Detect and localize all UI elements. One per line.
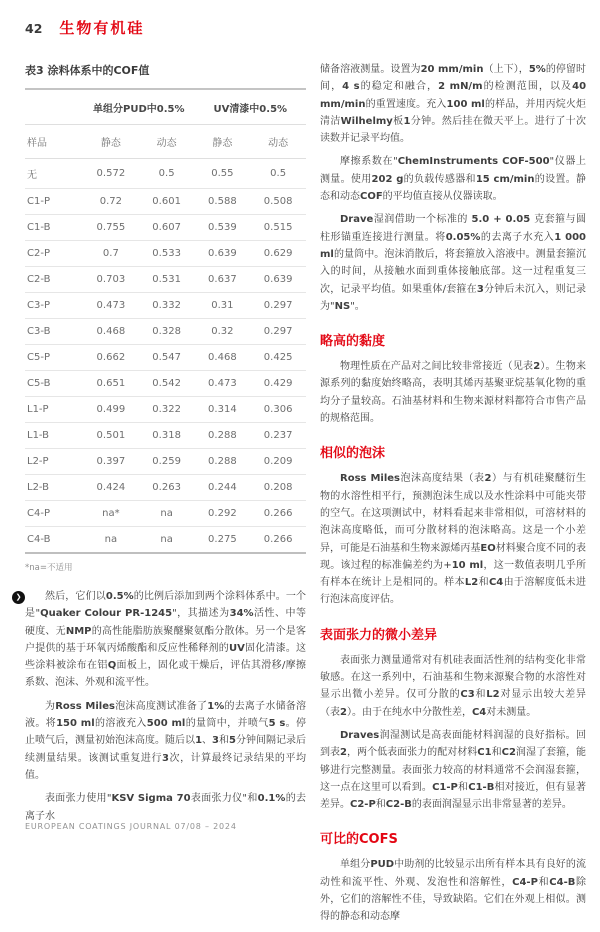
table-row [25,397,306,423]
paragraph: 单组分PUD中助剂的比较显示出所有样本具有良好的流动性和流平性、外观、发泡性和溶解性，C4-P和C4-B除外，它们的溶解性不佳，导致缺陷。它们在外观上相似。测得的静态和动态摩 [320,859,587,923]
value-cell: 0.55 [195,159,251,189]
table-row [25,475,306,501]
value-cell: 0.508 [250,189,306,215]
table-row [25,501,306,527]
value-cell: 0.429 [250,371,306,397]
table-row [25,527,306,554]
table-footnote: *na=不适用 [25,563,73,573]
value-cell: 0.237 [250,423,306,449]
paragraph: 储备溶液测量。设置为20 mm/min（上下），5%的停留时间，4 s的稳定和融合，2 mN/m的检测范围，以及40 mm/min的重置速度。充入100 ml的样品，并用丙烷火炬清洁Wilhelmy板1分钟。然后挂在微天平上。进行了十次读数并记录平均值。 [320,64,587,145]
paragraph: 摩擦系数在"ChemInstruments COF-500"仪器上测量。使用202 g的负载传感器和15 cm/min的设置。静态和动态COF的平均值直接从仪器读取。 [320,156,587,203]
value-cell: 0.651 [83,371,139,397]
value-cell: 0.244 [195,475,251,501]
section-heading: 表面张力的微小差异 [320,627,438,643]
value-cell: 0.539 [195,215,251,241]
value-cell: 0.637 [195,267,251,293]
paragraph: 为Ross Miles泡沫高度测试准备了1%的去离子水储备溶液。将150 ml的溶液充入500 ml的量筒中，并喷气5 s。停止喷气后，测量初始泡沫高度。随后以1、3和5分钟间隔记录后续测量结果。该测试重复进行3次，计算最终记录结果的平均值。 [25,700,307,781]
sample-cell: L2-P [25,449,83,475]
right-column [320,58,586,932]
sample-cell: C1-B [25,215,83,241]
value-cell: 0.263 [139,475,195,501]
table-row [25,267,306,293]
paragraph: 表面张力测量通常对有机硅表面活性剂的结构变化非常敏感。在这一系列中，石油基和生物来源聚合物的水溶性对显示出微小差异。仅可分散的C3和L2对显示出较大差异（表2）。由于在纯水中分散性差，C4对未测量。 [320,654,587,718]
column-header: 静态 [83,125,139,159]
value-cell: 0.288 [195,423,251,449]
value-cell: 0.397 [83,449,139,475]
value-cell: 0.639 [250,267,306,293]
table-row [25,449,306,475]
table-row [25,241,306,267]
table-row [25,345,306,371]
value-cell: 0.531 [139,267,195,293]
paragraph: 然后，它们以0.5%的比例后添加到两个涂料体系中。一个是"Quaker Colour PR-1245"，其描述为34%活性、中等硬度、无NMP的高性能脂肪族聚醚聚氨酯分散体。另一个是客户提供的基于环氧丙烯酸酯和反应性稀释剂的UV固化清漆。这些涂料被涂布在铝Q面板上，固化或干燥后，评估其滑移/摩擦系数、泡沫、外观和流平性。 [25,591,307,689]
value-cell: 0.314 [195,397,251,423]
column-header: 动态 [250,125,306,159]
value-cell: 0.275 [208,534,237,545]
table-row [25,319,306,345]
value-cell: 0.72 [83,189,139,215]
sample-cell: 无 [25,159,83,189]
cof-table [25,88,306,554]
paragraph: Ross Miles泡沫高度结果（表2）与有机硅聚醚衍生物的水溶性相平行，预测泡沫生成以及水性涂料中可能夹带的空气。在这项测试中，材料看起来非常相似，可溶材料的泡沫高度略低，而可分散材料的泡沫略高。这是一个小差异，可能是石油基和生物来源烯丙基EO材料聚合度不同的表现。该过程的标准偏差约为+10 ml，这一数值表明几乎所有样本在统计上是相同的。样本L2和C4由于溶解度低未进行泡沫高度评估。 [320,473,587,606]
sample-cell: L1-B [25,423,83,449]
value-cell: 0.542 [139,371,195,397]
column-header: 静态 [195,125,251,159]
value-cell: 0.572 [83,159,139,189]
value-cell: 0.468 [83,319,139,345]
group-header-uv: UV清漆中0.5% [195,89,307,125]
section-heading: 略高的黏度 [320,334,386,350]
sample-cell: L2-B [25,475,83,501]
value-cell: 0.318 [139,423,195,449]
sample-cell: C5-P [25,345,83,371]
page-header [25,17,144,38]
value-cell: 0.703 [83,267,139,293]
article-columns [15,58,587,932]
sample-cell: L1-P [25,397,83,423]
value-cell: na [160,534,173,545]
table-column-header-row [25,125,306,159]
value-cell: 0.7 [83,241,139,267]
table-row [25,423,306,449]
value-cell: 0.473 [195,371,251,397]
value-cell: 0.533 [139,241,195,267]
table-row [25,293,306,319]
group-header-pud: 单组分PUD中0.5% [83,89,195,125]
value-cell: 0.306 [250,397,306,423]
value-cell: 0.755 [83,215,139,241]
value-cell: na [139,501,195,527]
value-cell: na [104,534,118,545]
sample-cell: C4-P [25,501,83,527]
value-cell: 0.266 [263,534,293,545]
value-cell: 0.209 [250,449,306,475]
value-cell: 0.515 [250,215,306,241]
journal-footer: EUROPEAN COATINGS JOURNAL 07/08 – 2024 [25,822,237,831]
table-row [25,371,306,397]
table-row [25,159,306,189]
value-cell: 0.292 [195,501,251,527]
paragraph: 表面张力使用"KSV Sigma 70表面张力仪"和0.1%的去离子水 [25,793,307,822]
value-cell: 0.332 [139,293,195,319]
section-title: 生物有机硅 [59,19,145,37]
sample-cell: C5-B [25,371,83,397]
value-cell: 0.501 [83,423,139,449]
section-heading: 相似的泡沫 [320,446,386,462]
table-row [25,215,306,241]
value-cell: 0.31 [195,293,251,319]
value-cell: 0.629 [250,241,306,267]
value-cell: 0.32 [195,319,251,345]
value-cell: 0.639 [195,241,251,267]
value-cell: 0.259 [139,449,195,475]
paragraph: Drave湿润借助一个标准的 5.0 + 0.05 克套箍与圆柱形锚重连接进行测量。将0.05%的去离子水充入1 000 ml的量筒中。泡沫消散后，将套箍放入溶液中。测量套箍沉入的时间，从接触水面到重体接触底部。这一过程重复三次，记录平均值。如果重体/套箍在3分钟后未沉入，则记录为"NS"。 [320,214,587,312]
value-cell: 0.208 [250,475,306,501]
value-cell: 0.473 [83,293,139,319]
value-cell: 0.328 [139,319,195,345]
column-header: 动态 [139,125,195,159]
value-cell: 0.266 [250,501,306,527]
value-cell: 0.297 [250,293,306,319]
continuation-arrow-icon: ❯ [12,591,25,604]
value-cell: 0.499 [83,397,139,423]
value-cell: 0.424 [83,475,139,501]
page-number: 42 [25,21,43,36]
column-header-sample: 样品 [25,125,83,159]
value-cell: 0.588 [195,189,251,215]
sample-cell: C4-B [27,534,51,545]
value-cell: 0.547 [139,345,195,371]
sample-cell: C3-P [25,293,83,319]
value-cell: na* [83,501,139,527]
value-cell: 0.662 [83,345,139,371]
value-cell: 0.297 [250,319,306,345]
paragraph: Draves润湿测试是高表面能材料润湿的良好指标。回到表2，两个低表面张力的配对材料C1和C2润湿了套箍，能够进行完整测量。表面张力较高的材料通常不会润湿套箍，这一点在这里可以看到。C1-P和C1-B相对接近，但有显著差异。C2-P和C2-B的表面润湿显示出非常显著的差异。 [320,729,587,811]
value-cell: 0.468 [195,345,251,371]
left-column [15,58,307,932]
paragraph: 物理性质在产品对之间比较非常接近（见表2）。生物来源系列的黏度始终略高，表明其烯丙基聚亚烷基氧化物的重均分子量较高。石油基材料和生物来源材料都符合市售产品的规格范围。 [320,361,587,425]
value-cell: 0.322 [139,397,195,423]
table-caption: 表3 涂料体系中的COF值 [25,64,150,77]
table-row [25,189,306,215]
sample-cell: C3-B [25,319,83,345]
table-group-header-row [25,89,306,125]
left-paragraphs [15,588,307,825]
value-cell: 0.425 [250,345,306,371]
cof-table-body [25,159,306,554]
value-cell: 0.5 [250,159,306,189]
value-cell: 0.601 [139,189,195,215]
sample-cell: C1-P [25,189,83,215]
sample-cell: C2-B [25,267,83,293]
value-cell: 0.288 [195,449,251,475]
group-header-spacer [25,89,83,125]
value-cell: 0.5 [139,159,195,189]
sample-cell: C2-P [25,241,83,267]
section-heading: 可比的COFS [320,832,398,848]
value-cell: 0.607 [139,215,195,241]
